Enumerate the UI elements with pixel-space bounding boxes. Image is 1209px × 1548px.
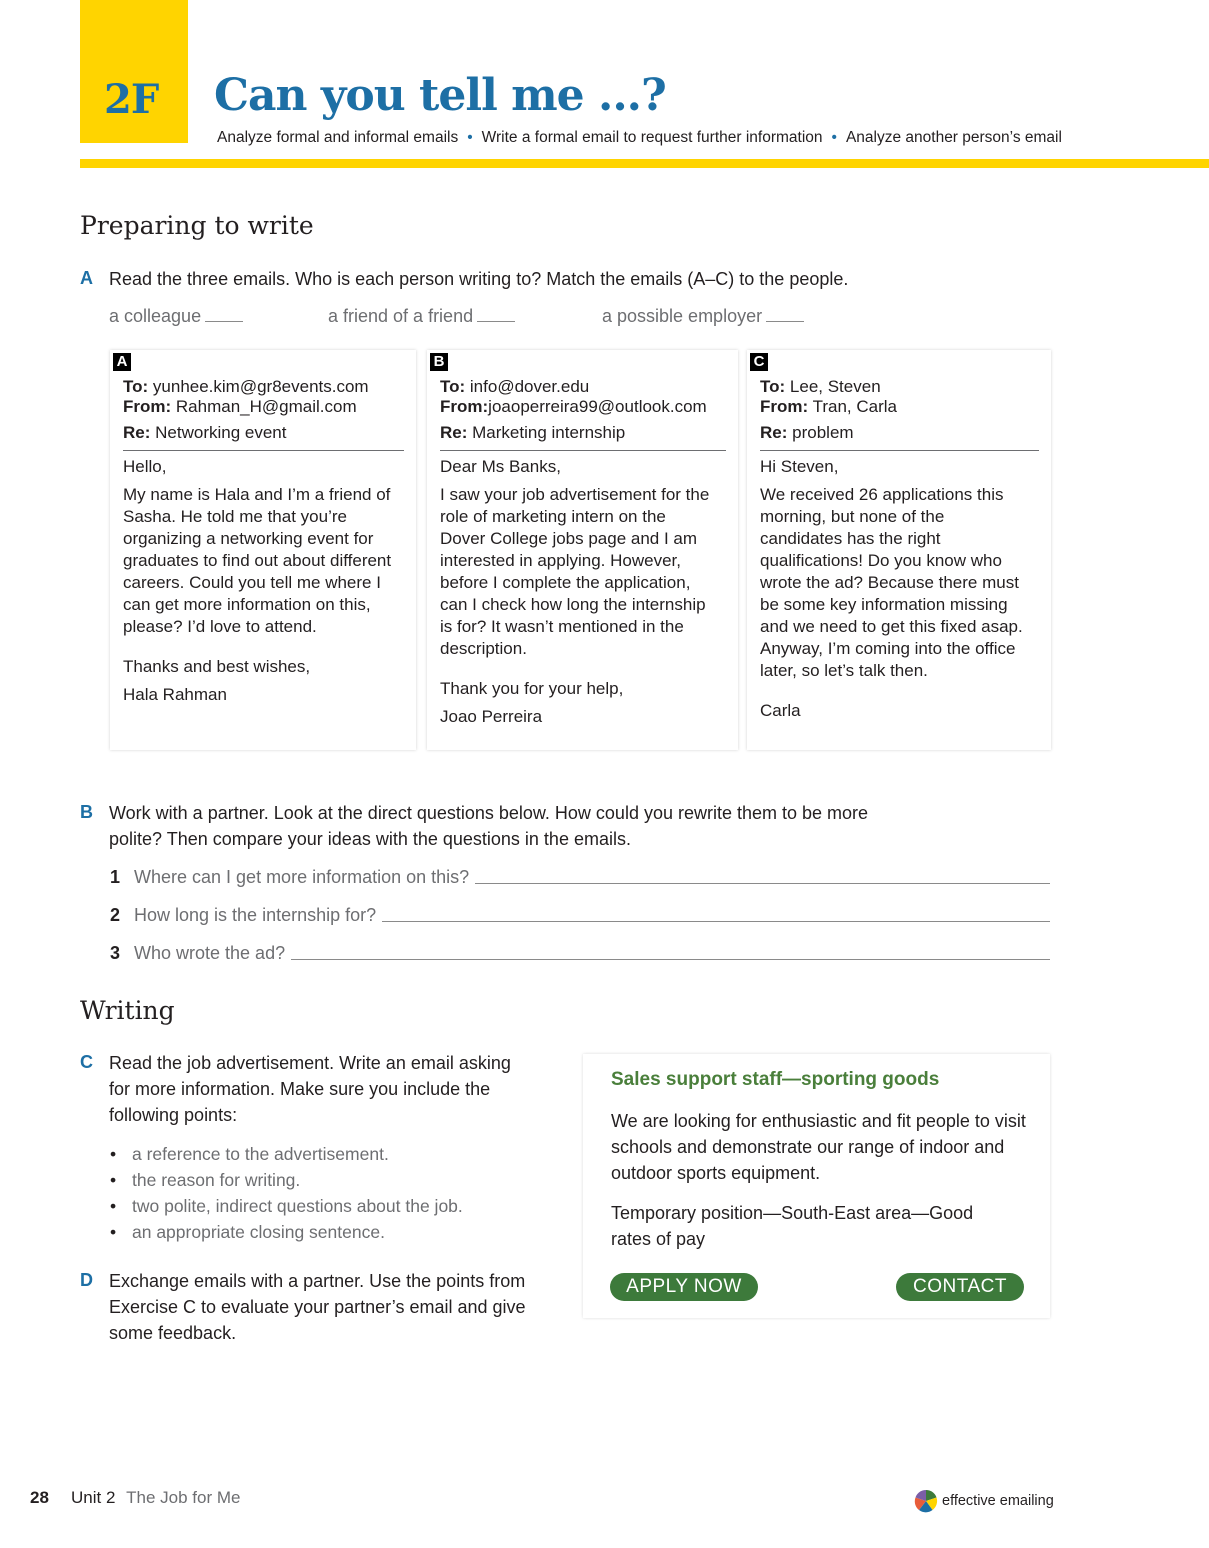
question-text: Who wrote the ad?: [134, 943, 286, 963]
job-advertisement: [583, 1054, 1050, 1318]
email-signature: Joao Perreira: [440, 707, 543, 726]
exercise-d-letter: D: [80, 1270, 93, 1290]
question-row-1: [110, 862, 1050, 888]
email-greeting: Dear Ms Banks,: [440, 457, 561, 476]
effective-emailing-logo-icon: [914, 1489, 938, 1513]
exercise-b-instruction: Work with a partner. Look at the direct questions below. How could you rewrite them to be more polite? Then compare your ideas with the questions in the emails.: [109, 803, 869, 849]
list-item: • the reason for writing.: [110, 1167, 463, 1193]
exercise-d-instruction: Exchange emails with a partner. Use the points from Exercise C to evaluate your partner’s email and give some feedback.: [109, 1271, 526, 1343]
answer-line[interactable]: [475, 883, 1050, 884]
email-body: [440, 456, 730, 734]
email-badge: A: [113, 353, 131, 371]
email-message: I saw your job advertisement for the role of marketing intern on the Dover College jobs page and I am interested in applying. However, before I complete the application, can I check how long the internship is for? It wasn’t mentioned in the description.: [440, 485, 710, 658]
email-header: [123, 377, 404, 451]
email-header: [760, 377, 1039, 451]
exercise-c-letter: C: [80, 1052, 93, 1072]
email-from: From: Rahman_H@gmail.com: [123, 397, 357, 416]
email-to: To: info@dover.edu: [440, 377, 590, 396]
list-item: • an appropriate closing sentence.: [110, 1219, 463, 1245]
question-number: 1: [110, 867, 121, 887]
email-body: [123, 456, 408, 712]
lesson-title: Can you tell me ...?: [214, 70, 666, 121]
advert-details: Temporary position—South-East area—Good rates of pay: [611, 1203, 974, 1249]
footer-logo-text: effective emailing: [942, 1493, 1054, 1509]
question-text: Where can I get more information on this?: [134, 867, 470, 887]
question-row-2: [110, 900, 1050, 926]
email-subject: Re: Networking event: [123, 423, 287, 442]
email-greeting: Hello,: [123, 457, 167, 476]
email-subject: Re: problem: [760, 423, 854, 442]
email-to: To: Lee, Steven: [760, 377, 881, 396]
email-closing: Thanks and best wishes,: [123, 657, 311, 676]
bullet-separator: •: [467, 129, 473, 146]
email-body: [760, 456, 1043, 728]
question-number: 2: [110, 905, 121, 925]
exercise-a-instruction: Read the three emails. Who is each person writing to? Match the emails (A–C) to the people.: [109, 269, 849, 289]
email-closing: Thank you for your help,: [440, 679, 624, 698]
answer-line[interactable]: [291, 959, 1050, 960]
match-option-employer: [602, 306, 804, 327]
email-divider: [760, 450, 1039, 451]
answer-blank[interactable]: [477, 321, 515, 322]
advert-title: Sales support staff—sporting goods: [611, 1069, 940, 1090]
section-title-preparing: Preparing to write: [80, 211, 314, 240]
email-divider: [123, 450, 404, 451]
exercise-c-points: [110, 1141, 463, 1245]
exercise-c-instruction: Read the job advertisement. Write an email asking for more information. Make sure you include the following points:: [109, 1053, 511, 1125]
footer-unit: [71, 1488, 240, 1508]
email-message: My name is Hala and I’m a friend of Sasha. He told me that you’re organizing a networking event for graduates to find out about different careers. Could you tell me where I can get more information on this, please? I’d love to attend.: [123, 485, 392, 636]
apply-now-button[interactable]: APPLY NOW: [610, 1273, 758, 1301]
question-text: How long is the internship for?: [134, 905, 377, 925]
unit-code: 2F: [104, 76, 159, 123]
email-from: From:joaoperreira99@outlook.com: [440, 397, 707, 416]
footer-logo: [914, 1488, 1054, 1514]
email-to: To: yunhee.kim@gr8events.com: [123, 377, 369, 396]
match-option-label: a colleague: [109, 306, 202, 326]
advert-description: We are looking for enthusiastic and fit people to visit schools and demonstrate our range of indoor and outdoor sports equipment.: [611, 1111, 1026, 1183]
email-badge: B: [430, 353, 448, 371]
lesson-objectives: [217, 129, 1062, 147]
contact-button[interactable]: CONTACT: [896, 1273, 1024, 1301]
email-greeting: Hi Steven,: [760, 457, 839, 476]
email-subject: Re: Marketing internship: [440, 423, 626, 442]
match-option-friend: [328, 306, 515, 327]
answer-blank[interactable]: [766, 321, 804, 322]
answer-blank[interactable]: [205, 321, 243, 322]
email-header: [440, 377, 726, 451]
email-signature: Carla: [760, 701, 801, 720]
footer-unit-title: The Job for Me: [126, 1488, 241, 1507]
email-message: We received 26 applications this morning, but none of the candidates has the right qualifications! Do you know who wrote the ad? Because there must be some key information missing and we need to get this fixed asap. Anyway, I’m coming into the office later, so let’s talk then.: [760, 485, 1023, 680]
email-badge: C: [750, 353, 768, 371]
section-title-writing: Writing: [80, 996, 175, 1025]
objective-2: Write a formal email to request further information: [481, 129, 823, 146]
question-row-3: [110, 938, 1050, 964]
bullet-separator: •: [831, 129, 837, 146]
objective-1: Analyze formal and informal emails: [217, 129, 459, 146]
objective-3: Analyze another person’s email: [845, 129, 1062, 146]
email-signature: Hala Rahman: [123, 685, 227, 704]
list-item: • a reference to the advertisement.: [110, 1141, 463, 1167]
page-number: 28: [30, 1488, 49, 1507]
footer-unit-label: Unit 2: [71, 1488, 116, 1507]
match-option-label: a possible employer: [602, 306, 763, 326]
answer-line[interactable]: [382, 921, 1050, 922]
email-card-b: [427, 350, 738, 750]
header-divider: [80, 159, 1209, 168]
email-from: From: Tran, Carla: [760, 397, 897, 416]
exercise-b-letter: B: [80, 802, 93, 822]
exercise-a-letter: A: [80, 268, 93, 288]
email-card-a: [110, 350, 416, 750]
match-option-colleague: [109, 306, 243, 327]
match-option-label: a friend of a friend: [328, 306, 474, 326]
question-number: 3: [110, 943, 121, 963]
email-divider: [440, 450, 726, 451]
email-card-c: [747, 350, 1051, 750]
list-item: • two polite, indirect questions about the job.: [110, 1193, 463, 1219]
